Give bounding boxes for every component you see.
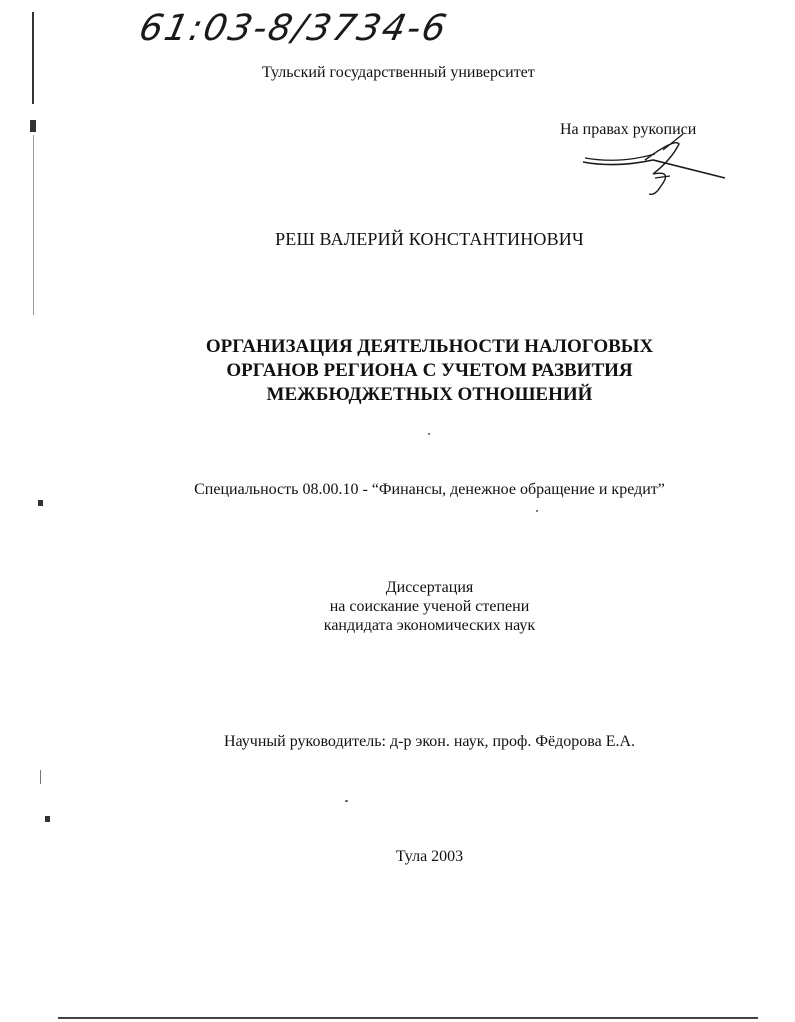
scan-speck — [345, 800, 348, 802]
scan-margin-line — [40, 770, 41, 784]
degree-line: кандидата экономических наук — [323, 617, 536, 634]
dissertation-title — [32, 335, 795, 407]
title-line: ОРГАНИЗАЦИЯ ДЕЯТЕЛЬНОСТИ НАЛОГОВЫХ — [205, 336, 654, 357]
scan-margin-mark — [38, 500, 43, 506]
scan-margin-line — [32, 12, 34, 104]
scan-speck — [428, 433, 430, 435]
handwritten-archive-code: 61:03-8/3734-6 — [135, 8, 452, 49]
degree-block — [32, 578, 795, 635]
scan-speck — [536, 510, 538, 512]
author-name: РЕШ ВАЛЕРИЙ КОНСТАНТИНОВИЧ — [275, 229, 584, 249]
degree-line: на соискание ученой степени — [329, 598, 530, 615]
university-name: Тульский государственный университет — [262, 64, 535, 81]
scan-margin-mark — [30, 120, 36, 132]
scientific-supervisor: Научный руководитель: д-р экон. наук, проф. Фёдорова Е.А. — [223, 733, 636, 750]
title-line: МЕЖБЮДЖЕТНЫХ ОТНОШЕНИЙ — [266, 384, 593, 405]
signature-drawing — [575, 130, 740, 202]
scan-bottom-line — [58, 1017, 758, 1019]
degree-line: Диссертация — [385, 579, 474, 596]
title-line: ОРГАНОВ РЕГИОНА С УЧЕТОМ РАЗВИТИЯ — [226, 360, 633, 381]
scan-margin-mark — [45, 816, 50, 822]
city-year: Тула 2003 — [395, 848, 464, 865]
speciality-line: Специальность 08.00.10 - “Финансы, денежное обращение и кредит” — [194, 481, 665, 498]
manuscript-rights-note: На правах рукописи — [560, 121, 697, 138]
scan-margin-line — [33, 135, 34, 315]
